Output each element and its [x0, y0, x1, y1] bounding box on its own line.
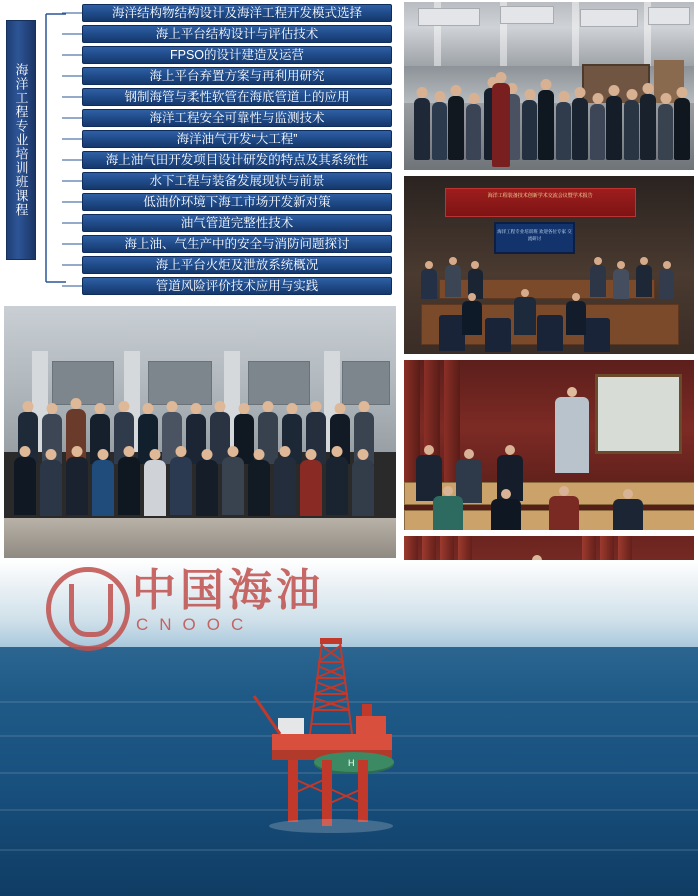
course-diagram — [0, 0, 400, 300]
speaker — [555, 397, 589, 473]
photo-factory-tour — [404, 2, 694, 170]
course-item[interactable]: 钢制海管与柔性软管在海底管道上的应用 — [82, 88, 392, 106]
brand-name-en: CNOOC — [136, 615, 255, 634]
course-item[interactable]: 海洋工程安全可靠性与监测技术 — [82, 109, 392, 127]
photo-group — [4, 306, 396, 558]
course-item[interactable]: 海上油、气生产中的安全与消防问题探讨 — [82, 235, 392, 253]
photo-conference-room — [404, 176, 694, 354]
course-item[interactable]: 油气管道完整性技术 — [82, 214, 392, 232]
course-item[interactable]: 海洋油气开发“大工程” — [82, 130, 392, 148]
course-item[interactable]: 海上平台结构设计与评估技术 — [82, 25, 392, 43]
course-item[interactable]: 水下工程与装备发展现状与前景 — [82, 172, 392, 190]
drilling-rig — [236, 638, 426, 850]
course-list — [82, 4, 392, 298]
projection-screen: 海洋工程专业培训班 欢迎各位专家 交流研讨 — [494, 222, 575, 254]
course-item[interactable]: 低油价环境下海工市场开发新对策 — [82, 193, 392, 211]
course-diagram-title: 海洋工程专业培训班课程 — [6, 20, 36, 260]
course-item[interactable]: 海上油气田开发项目设计研发的特点及其系统性 — [82, 151, 392, 169]
course-item[interactable]: 海上平台火炬及泄放系统概况 — [82, 256, 392, 274]
brand-name-cn: 中国海油 — [132, 566, 324, 615]
course-item[interactable]: 海洋结构物结构设计及海洋工程开发模式选择 — [82, 4, 392, 22]
banner-text: 海洋工程装备技术创新学术交流会议暨学术报告 — [445, 188, 636, 216]
course-item[interactable]: 海上平台弃置方案与再利用研究 — [82, 67, 392, 85]
course-item[interactable]: 管道风险评价技术应用与实践 — [82, 277, 392, 295]
svg-text:H: H — [348, 758, 355, 768]
connector-lines — [62, 0, 84, 300]
course-item[interactable]: FPSO的设计建造及运营 — [82, 46, 392, 64]
photo-lecture — [404, 360, 694, 530]
